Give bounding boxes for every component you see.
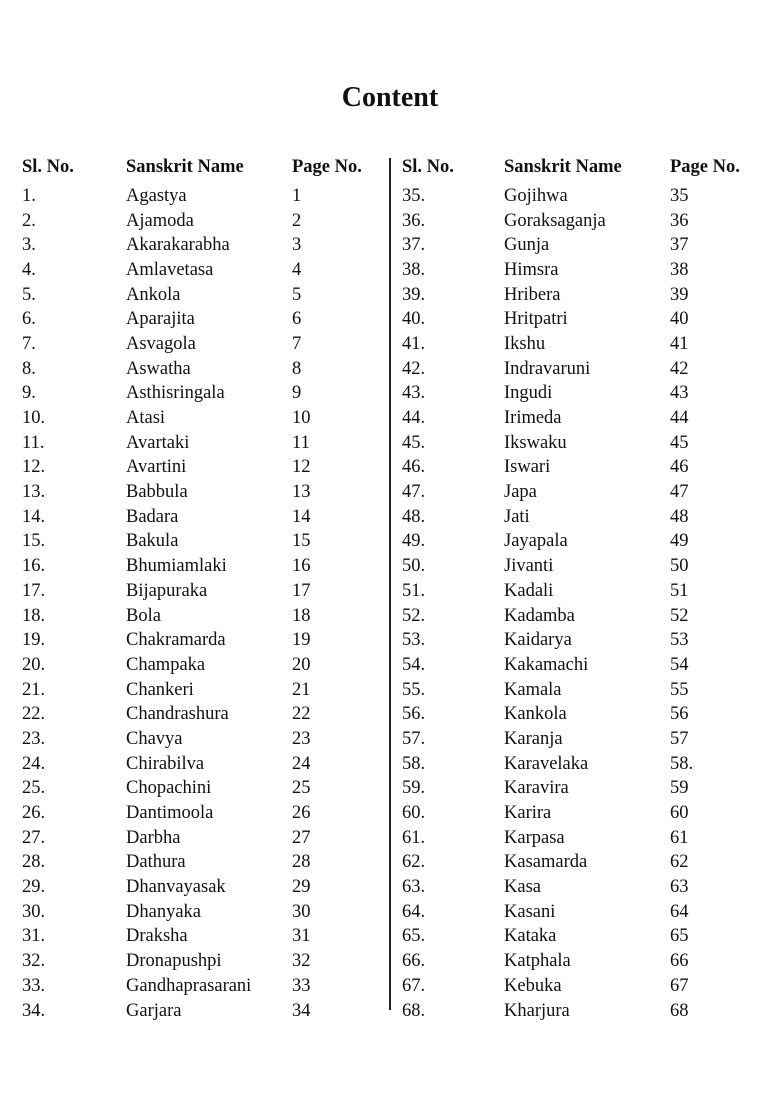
entry-sanskrit-name: Karanja (504, 728, 563, 749)
entry-sanskrit-name: Amlavetasa (126, 259, 214, 280)
entry-sanskrit-name: Champaka (126, 654, 206, 675)
content-entry-row (402, 702, 774, 727)
content-entry-row (22, 702, 394, 727)
entry-sanskrit-name: Chankeri (126, 679, 194, 700)
entry-sanskrit-name: Hribera (504, 284, 561, 305)
content-entry-row (22, 554, 394, 579)
content-entry-row (402, 480, 774, 505)
entry-page-no: 27 (292, 827, 311, 848)
content-entry-row (402, 949, 774, 974)
content-entry-row (402, 554, 774, 579)
entry-sl-no: 25. (22, 778, 46, 799)
content-entry-row (402, 826, 774, 851)
entry-sl-no: 58. (402, 753, 426, 774)
entry-sanskrit-name: Bhumiamlaki (126, 556, 227, 577)
entry-sl-no: 1. (22, 185, 36, 206)
content-entry-row (22, 382, 394, 407)
content-entry-row (402, 456, 774, 481)
entry-sanskrit-name: Kaidarya (504, 630, 572, 651)
entry-sanskrit-name: Hritpatri (504, 309, 568, 330)
entry-page-no: 7 (292, 333, 302, 354)
content-entry-row (22, 801, 394, 826)
content-entry-row (402, 233, 774, 258)
content-entry-row (22, 307, 394, 332)
entry-sanskrit-name: Karpasa (504, 827, 565, 848)
entry-page-no: 30 (292, 901, 311, 922)
entry-sl-no: 35. (402, 185, 426, 206)
entry-sl-no: 37. (402, 235, 426, 256)
entry-page-no: 41 (670, 333, 689, 354)
entry-sl-no: 17. (22, 580, 46, 601)
entry-sl-no: 24. (22, 753, 46, 774)
entry-sl-no: 7. (22, 333, 36, 354)
entry-sanskrit-name: Kamala (504, 679, 562, 700)
entry-sl-no: 60. (402, 803, 426, 824)
content-entry-row (22, 826, 394, 851)
entry-page-no: 36 (670, 210, 689, 231)
entry-sanskrit-name: Gojihwa (504, 185, 568, 206)
entry-sanskrit-name: Ikshu (504, 333, 546, 354)
entry-sl-no: 3. (22, 235, 36, 256)
entry-sanskrit-name: Chandrashura (126, 704, 229, 725)
content-entry-row (402, 307, 774, 332)
entry-sl-no: 63. (402, 877, 426, 898)
entry-page-no: 49 (670, 531, 689, 552)
content-entry-row (402, 653, 774, 678)
entry-sl-no: 68. (402, 1000, 426, 1021)
content-entry-row (402, 851, 774, 876)
entry-sl-no: 42. (402, 358, 426, 379)
entry-sanskrit-name: Kebuka (504, 975, 562, 996)
column-divider (389, 158, 391, 1010)
entry-sanskrit-name: Kasani (504, 901, 556, 922)
entry-page-no: 66 (670, 951, 689, 972)
content-entry-row (22, 875, 394, 900)
entry-page-no: 62 (670, 852, 689, 873)
content-entry-row (22, 283, 394, 308)
entry-sanskrit-name: Garjara (126, 1000, 182, 1021)
entry-page-no: 14 (292, 506, 311, 527)
content-entry-row (22, 949, 394, 974)
entry-sanskrit-name: Kadali (504, 580, 554, 601)
entry-sanskrit-name: Himsra (504, 259, 559, 280)
entry-sanskrit-name: Jivanti (504, 556, 554, 577)
entry-sl-no: 48. (402, 506, 426, 527)
entry-sanskrit-name: Kakamachi (504, 654, 589, 675)
header-sl-no: Sl. No. (22, 156, 74, 177)
content-entry-row (402, 579, 774, 604)
entry-page-no: 61 (670, 827, 689, 848)
entry-sl-no: 10. (22, 408, 46, 429)
entry-page-no: 38 (670, 259, 689, 280)
entry-sl-no: 23. (22, 728, 46, 749)
content-entry-row (402, 875, 774, 900)
entry-page-no: 60 (670, 803, 689, 824)
entry-sl-no: 55. (402, 679, 426, 700)
content-entry-row (402, 752, 774, 777)
entry-sanskrit-name: Jayapala (504, 531, 568, 552)
content-entry-row (402, 628, 774, 653)
entry-sl-no: 9. (22, 383, 36, 404)
entry-page-no: 19 (292, 630, 311, 651)
contents-column-left (22, 152, 394, 1023)
entry-sl-no: 66. (402, 951, 426, 972)
entry-sanskrit-name: Asthisringala (126, 383, 225, 404)
content-entry-row (22, 777, 394, 802)
entry-sl-no: 50. (402, 556, 426, 577)
entry-page-no: 47 (670, 482, 689, 503)
entry-sanskrit-name: Agastya (126, 185, 187, 206)
content-entry-row (402, 357, 774, 382)
content-entry-row (402, 505, 774, 530)
entries-right (402, 184, 774, 1023)
entry-sl-no: 65. (402, 926, 426, 947)
entry-page-no: 57 (670, 728, 689, 749)
content-entry-row (22, 258, 394, 283)
entry-sl-no: 41. (402, 333, 426, 354)
content-entry-row (402, 283, 774, 308)
entry-sanskrit-name: Aparajita (126, 309, 195, 330)
entry-sanskrit-name: Kasamarda (504, 852, 588, 873)
entry-page-no: 11 (292, 432, 310, 453)
entry-sanskrit-name: Kankola (504, 704, 567, 725)
content-entry-row (22, 752, 394, 777)
entry-sanskrit-name: Goraksaganja (504, 210, 606, 231)
column-header-row (22, 152, 394, 182)
entry-page-no: 54 (670, 654, 689, 675)
header-page-no: Page No. (292, 156, 362, 177)
entry-page-no: 44 (670, 408, 689, 429)
content-entry-row (22, 357, 394, 382)
content-entry-row (402, 974, 774, 999)
entry-sl-no: 53. (402, 630, 426, 651)
header-sanskrit-name: Sanskrit Name (504, 156, 622, 177)
entry-sl-no: 15. (22, 531, 46, 552)
content-entry-row (22, 406, 394, 431)
entry-page-no: 31 (292, 926, 311, 947)
content-entry-row (402, 925, 774, 950)
content-entry-row (22, 456, 394, 481)
entry-page-no: 6 (292, 309, 302, 330)
entry-sl-no: 34. (22, 1000, 46, 1021)
content-entry-row (22, 209, 394, 234)
entry-page-no: 10 (292, 408, 311, 429)
entry-page-no: 42 (670, 358, 689, 379)
entry-sl-no: 59. (402, 778, 426, 799)
content-entry-row (402, 530, 774, 555)
entry-sl-no: 51. (402, 580, 426, 601)
content-entry-row (402, 604, 774, 629)
entry-sanskrit-name: Atasi (126, 408, 166, 429)
entry-page-no: 35 (670, 185, 689, 206)
content-entry-row (402, 406, 774, 431)
entry-page-no: 43 (670, 383, 689, 404)
entry-sl-no: 26. (22, 803, 46, 824)
entry-sanskrit-name: Ingudi (504, 383, 553, 404)
entry-sanskrit-name: Chirabilva (126, 753, 205, 774)
content-entry-row (22, 925, 394, 950)
entry-sanskrit-name: Dronapushpi (126, 951, 222, 972)
content-entry-row (402, 184, 774, 209)
entry-page-no: 1 (292, 185, 302, 206)
entry-sl-no: 20. (22, 654, 46, 675)
entry-sanskrit-name: Chavya (126, 728, 183, 749)
entry-page-no: 32 (292, 951, 311, 972)
entry-page-no: 40 (670, 309, 689, 330)
entry-sl-no: 27. (22, 827, 46, 848)
content-entry-row (22, 999, 394, 1024)
entry-sl-no: 14. (22, 506, 46, 527)
content-entry-row (402, 678, 774, 703)
content-entry-row (22, 678, 394, 703)
entry-sl-no: 52. (402, 605, 426, 626)
entry-sl-no: 2. (22, 210, 36, 231)
entry-page-no: 50 (670, 556, 689, 577)
entry-sl-no: 54. (402, 654, 426, 675)
entry-page-no: 16 (292, 556, 311, 577)
content-entry-row (22, 974, 394, 999)
entries-left (22, 184, 394, 1023)
entry-sanskrit-name: Badara (126, 506, 179, 527)
entry-sl-no: 62. (402, 852, 426, 873)
entry-page-no: 52 (670, 605, 689, 626)
entry-sl-no: 13. (22, 482, 46, 503)
content-entry-row (22, 900, 394, 925)
entry-sanskrit-name: Kataka (504, 926, 557, 947)
entry-sl-no: 30. (22, 901, 46, 922)
entry-page-no: 64 (670, 901, 689, 922)
entry-sl-no: 5. (22, 284, 36, 305)
entry-sl-no: 11. (22, 432, 45, 453)
entry-sl-no: 21. (22, 679, 46, 700)
entry-sanskrit-name: Jati (504, 506, 530, 527)
entry-sl-no: 57. (402, 728, 426, 749)
entry-sl-no: 19. (22, 630, 46, 651)
entry-sanskrit-name: Bijapuraka (126, 580, 208, 601)
entry-page-no: 51 (670, 580, 689, 601)
entry-page-no: 12 (292, 457, 311, 478)
entry-page-no: 17 (292, 580, 311, 601)
entry-sanskrit-name: Avartaki (126, 432, 190, 453)
content-entry-row (402, 431, 774, 456)
content-entry-row (402, 727, 774, 752)
entry-sanskrit-name: Dhanyaka (126, 901, 201, 922)
content-entry-row (402, 777, 774, 802)
content-entry-row (22, 579, 394, 604)
content-entry-row (402, 209, 774, 234)
entry-sl-no: 61. (402, 827, 426, 848)
entry-sl-no: 6. (22, 309, 36, 330)
header-sl-no: Sl. No. (402, 156, 454, 177)
entry-sl-no: 45. (402, 432, 426, 453)
entry-sanskrit-name: Dantimoola (126, 803, 214, 824)
entry-sanskrit-name: Irimeda (504, 408, 562, 429)
entry-page-no: 5 (292, 284, 302, 305)
entry-page-no: 59 (670, 778, 689, 799)
entry-sl-no: 31. (22, 926, 46, 947)
content-entry-row (22, 233, 394, 258)
content-entry-row (402, 900, 774, 925)
entry-sl-no: 28. (22, 852, 46, 873)
content-entry-row (22, 480, 394, 505)
content-entry-row (22, 653, 394, 678)
entry-sanskrit-name: Dhanvayasak (126, 877, 226, 898)
entry-sanskrit-name: Indravaruni (504, 358, 591, 379)
content-entry-row (402, 801, 774, 826)
entry-sl-no: 12. (22, 457, 46, 478)
entry-page-no: 24 (292, 753, 311, 774)
entry-sanskrit-name: Asvagola (126, 333, 196, 354)
column-header-row (402, 152, 774, 182)
entry-sanskrit-name: Gandhaprasarani (126, 975, 252, 996)
entry-page-no: 58. (670, 753, 694, 774)
entry-page-no: 25 (292, 778, 311, 799)
entry-page-no: 18 (292, 605, 311, 626)
entry-sl-no: 8. (22, 358, 36, 379)
entry-sanskrit-name: Chakramarda (126, 630, 226, 651)
entry-sl-no: 56. (402, 704, 426, 725)
entry-page-no: 3 (292, 235, 302, 256)
content-entry-row (402, 332, 774, 357)
header-page-no: Page No. (670, 156, 740, 177)
header-sanskrit-name: Sanskrit Name (126, 156, 244, 177)
page-title: Content (341, 82, 439, 113)
contents-column-right (402, 152, 774, 1023)
entry-page-no: 34 (292, 1000, 311, 1021)
entry-page-no: 21 (292, 679, 311, 700)
entry-sl-no: 16. (22, 556, 46, 577)
entry-sl-no: 36. (402, 210, 426, 231)
entry-sanskrit-name: Ajamoda (126, 210, 194, 231)
entry-sanskrit-name: Bola (126, 605, 161, 626)
entry-sanskrit-name: Darbha (126, 827, 181, 848)
entry-sanskrit-name: Ikswaku (504, 432, 567, 453)
entry-page-no: 23 (292, 728, 311, 749)
entry-page-no: 29 (292, 877, 311, 898)
content-entry-row (22, 505, 394, 530)
entry-sanskrit-name: Japa (504, 482, 537, 503)
entry-sl-no: 33. (22, 975, 46, 996)
entry-sl-no: 22. (22, 704, 46, 725)
entry-page-no: 4 (292, 259, 302, 280)
entry-sl-no: 49. (402, 531, 426, 552)
entry-sl-no: 64. (402, 901, 426, 922)
entry-page-no: 39 (670, 284, 689, 305)
entry-sanskrit-name: Akarakarabha (126, 235, 230, 256)
entry-sanskrit-name: Draksha (126, 926, 188, 947)
entry-page-no: 67 (670, 975, 689, 996)
entry-sanskrit-name: Babbula (126, 482, 188, 503)
entry-page-no: 55 (670, 679, 689, 700)
entry-sanskrit-name: Iswari (504, 457, 551, 478)
entry-page-no: 63 (670, 877, 689, 898)
content-entry-row (402, 382, 774, 407)
entry-sanskrit-name: Karira (504, 803, 552, 824)
entry-sl-no: 32. (22, 951, 46, 972)
entry-page-no: 26 (292, 803, 311, 824)
entry-sl-no: 47. (402, 482, 426, 503)
entry-sl-no: 18. (22, 605, 46, 626)
entry-page-no: 56 (670, 704, 689, 725)
content-entry-row (402, 999, 774, 1024)
content-entry-row (22, 431, 394, 456)
entry-page-no: 45 (670, 432, 689, 453)
entry-page-no: 13 (292, 482, 311, 503)
content-entry-row (22, 851, 394, 876)
entry-sanskrit-name: Kadamba (504, 605, 575, 626)
entry-sl-no: 4. (22, 259, 36, 280)
entry-sanskrit-name: Chopachini (126, 778, 212, 799)
entry-sanskrit-name: Aswatha (126, 358, 191, 379)
entry-page-no: 68 (670, 1000, 689, 1021)
entry-sl-no: 43. (402, 383, 426, 404)
entry-page-no: 28 (292, 852, 311, 873)
entry-sanskrit-name: Karavelaka (504, 753, 589, 774)
entry-sanskrit-name: Gunja (504, 235, 550, 256)
entry-sl-no: 44. (402, 408, 426, 429)
entry-page-no: 46 (670, 457, 689, 478)
content-entry-row (22, 332, 394, 357)
entry-page-no: 20 (292, 654, 311, 675)
entry-sanskrit-name: Ankola (126, 284, 181, 305)
entry-page-no: 22 (292, 704, 311, 725)
entry-sl-no: 29. (22, 877, 46, 898)
entry-page-no: 9 (292, 383, 302, 404)
entry-sanskrit-name: Katphala (504, 951, 571, 972)
entry-sl-no: 67. (402, 975, 426, 996)
content-entry-row (22, 184, 394, 209)
entry-page-no: 65 (670, 926, 689, 947)
entry-page-no: 2 (292, 210, 302, 231)
entry-sanskrit-name: Bakula (126, 531, 179, 552)
entry-sl-no: 46. (402, 457, 426, 478)
entry-sl-no: 39. (402, 284, 426, 305)
entry-page-no: 48 (670, 506, 689, 527)
entry-page-no: 33 (292, 975, 311, 996)
content-entry-row (402, 258, 774, 283)
entry-page-no: 8 (292, 358, 302, 379)
entry-sanskrit-name: Kharjura (504, 1000, 570, 1021)
entry-sanskrit-name: Karavira (504, 778, 569, 799)
entry-sanskrit-name: Kasa (504, 877, 541, 898)
entry-sanskrit-name: Dathura (126, 852, 186, 873)
content-entry-row (22, 530, 394, 555)
entry-page-no: 15 (292, 531, 311, 552)
entry-page-no: 37 (670, 235, 689, 256)
entry-sanskrit-name: Avartini (126, 457, 187, 478)
content-entry-row (22, 604, 394, 629)
content-entry-row (22, 727, 394, 752)
entry-sl-no: 40. (402, 309, 426, 330)
content-entry-row (22, 628, 394, 653)
entry-page-no: 53 (670, 630, 689, 651)
entry-sl-no: 38. (402, 259, 426, 280)
